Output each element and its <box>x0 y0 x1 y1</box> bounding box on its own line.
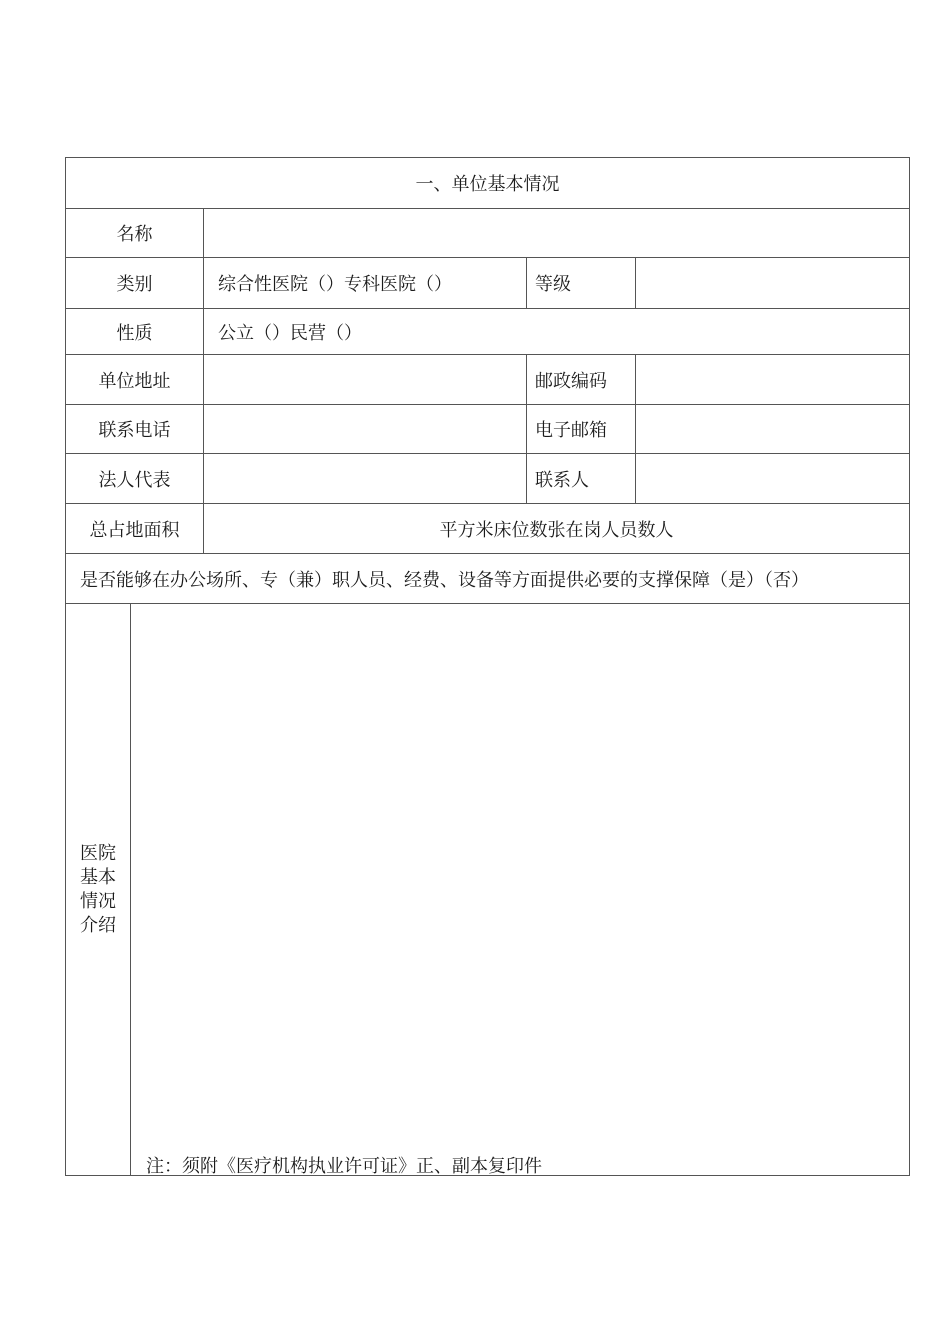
intro-row <box>66 604 909 1175</box>
email-label: 电子邮箱 <box>527 405 636 453</box>
intro-body-field[interactable] <box>131 604 909 1175</box>
grade-label: 等级 <box>527 258 636 308</box>
legal-rep-row <box>66 454 909 504</box>
category-label: 类别 <box>66 258 204 308</box>
phone-row <box>66 405 909 454</box>
attachment-note: 注：须附《医疗机构执业许可证》正、副本复印件 <box>146 1156 542 1177</box>
nature-row <box>66 309 909 355</box>
phone-field[interactable] <box>204 405 527 453</box>
address-row <box>66 355 909 405</box>
section-title: 一、单位基本情况 <box>415 174 560 195</box>
phone-label: 联系电话 <box>66 405 204 453</box>
support-question[interactable]: 是否能够在办公场所、专（兼）职人员、经费、设备等方面提供必要的支撑保障（是）（否） <box>80 569 809 591</box>
postal-code-label: 邮政编码 <box>527 355 636 404</box>
name-field[interactable] <box>204 209 909 257</box>
nature-label: 性质 <box>66 309 204 354</box>
address-label: 单位地址 <box>66 355 204 404</box>
section-title-row <box>66 158 909 209</box>
nature-options[interactable]: 公立（）民营（） <box>218 322 362 344</box>
legal-rep-field[interactable] <box>204 454 527 503</box>
name-row <box>66 209 909 258</box>
contact-person-label: 联系人 <box>527 454 636 503</box>
hospital-info-form <box>65 157 910 1176</box>
address-field[interactable] <box>204 355 527 404</box>
intro-label-cell <box>66 604 131 1175</box>
email-field[interactable] <box>636 405 909 453</box>
total-area-label: 总占地面积 <box>66 504 204 553</box>
grade-field[interactable] <box>636 258 909 308</box>
legal-rep-label: 法人代表 <box>66 454 204 503</box>
postal-code-field[interactable] <box>636 355 909 404</box>
area-row <box>66 504 909 554</box>
contact-person-field[interactable] <box>636 454 909 503</box>
area-beds-staff-field[interactable]: 平方米床位数张在岗人员数人 <box>439 519 674 541</box>
name-label: 名称 <box>66 209 204 257</box>
support-row <box>66 554 909 604</box>
category-row <box>66 258 909 309</box>
intro-label: 医院基本情况介绍 <box>80 842 116 936</box>
category-options[interactable]: 综合性医院（）专科医院（） <box>204 258 527 308</box>
